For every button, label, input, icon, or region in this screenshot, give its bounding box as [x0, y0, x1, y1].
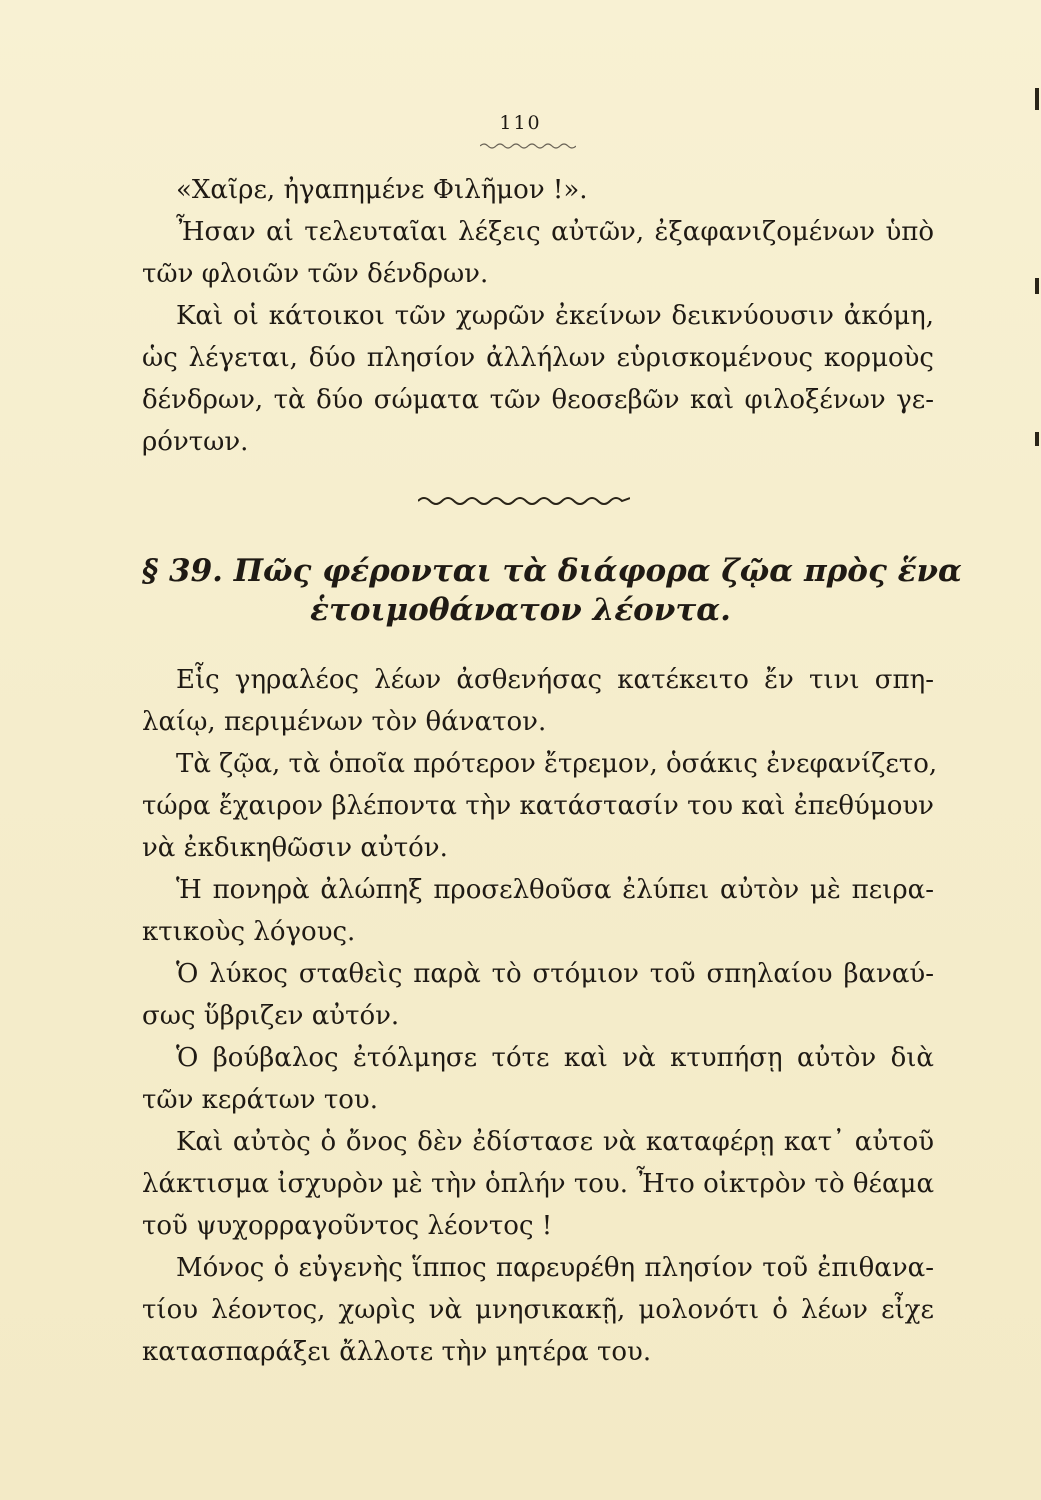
text-line: Τὰ ζῷα, τὰ ὁποῖα πρότερον ἔτρεμον, ὁσάκις ἐνεφανίζετο, — [176, 749, 938, 779]
text-line: Ὁ λύκος σταθεὶς παρὰ τὸ στόμιον τοῦ σπηλαίου βαναύ- — [176, 959, 934, 989]
text-line: νὰ ἐκδικηθῶσιν αὐτόν. — [142, 833, 448, 863]
text-line: λαίῳ, περιμένων τὸν θάνατον. — [142, 707, 547, 737]
text-line: Καὶ οἱ κάτοικοι τῶν χωρῶν ἐκείνων δεικνύουσιν ἀκόμη, — [176, 301, 934, 331]
section-divider — [418, 494, 630, 508]
text-line: κατασπαράξει ἄλλοτε τὴν μητέρα του. — [142, 1337, 652, 1367]
text-line: Ἦσαν αἱ τελευταῖαι λέξεις αὐτῶν, ἐξαφανιζομένων ὑπὸ — [176, 217, 934, 247]
text-line: τοῦ ψυχορραγοῦντος λέοντος ! — [142, 1211, 553, 1241]
text-line: «Χαῖρε, ἠγαπημένε Φιλῆμον !». — [176, 175, 588, 205]
text-line: Καὶ αὐτὸς ὁ ὄνος δὲν ἐδίστασε νὰ καταφέρῃ κατ᾽ αὐτοῦ — [176, 1127, 934, 1157]
text-line: δένδρων, τὰ δύο σώματα τῶν θεοσεβῶν καὶ φιλοξένων γε- — [142, 385, 934, 415]
section-heading-line-2: ἑτοιμοθάνατον λέοντα. — [310, 592, 731, 628]
page-edge-mark — [1035, 432, 1039, 446]
text-line: τῶν φλοιῶν τῶν δένδρων. — [142, 259, 489, 289]
text-line: Ἡ πονηρὰ ἀλώπηξ προσελθοῦσα ἐλύπει αὐτὸν μὲ πειρα- — [176, 875, 934, 905]
text-line: Εἷς γηραλέος λέων ἀσθενήσας κατέκειτο ἔν τινι σπη- — [176, 665, 934, 695]
page-number: 110 — [499, 112, 542, 134]
text-line: κτικοὺς λόγους. — [142, 917, 356, 947]
section-heading-line-1: § 39. Πῶς φέρονται τὰ διάφορα ζῷα πρὸς ἕνα — [142, 553, 962, 589]
text-line: λάκτισμα ἰσχυρὸν μὲ τὴν ὁπλήν του. Ἦτο οἰκτρὸν τὸ θέαμα — [142, 1169, 934, 1199]
text-line: ὡς λέγεται, δύο πλησίον ἀλλήλων εὑρισκομένους κορμοὺς — [142, 343, 934, 373]
text-line: Μόνος ὁ εὐγενὴς ἵππος παρευρέθη πλησίον τοῦ ἐπιθανα- — [176, 1253, 934, 1283]
page-number-flourish — [480, 142, 576, 150]
text-line: τῶν κεράτων του. — [142, 1085, 378, 1115]
page-edge-mark — [1035, 88, 1039, 110]
text-line: Ὁ βούβαλος ἐτόλμησε τότε καὶ νὰ κτυπήσῃ αὐτὸν διὰ — [176, 1043, 934, 1073]
text-line: τώρα ἔχαιρον βλέποντα τὴν κατάστασίν του καὶ ἐπεθύμουν — [142, 791, 934, 821]
text-line: τίου λέοντος, χωρὶς νὰ μνησικακῇ, μολονότι ὁ λέων εἶχε — [142, 1295, 934, 1325]
page-edge-mark — [1035, 278, 1039, 294]
text-line: ρόντων. — [142, 427, 249, 457]
text-line: σως ὕβριζεν αὐτόν. — [142, 1001, 400, 1031]
